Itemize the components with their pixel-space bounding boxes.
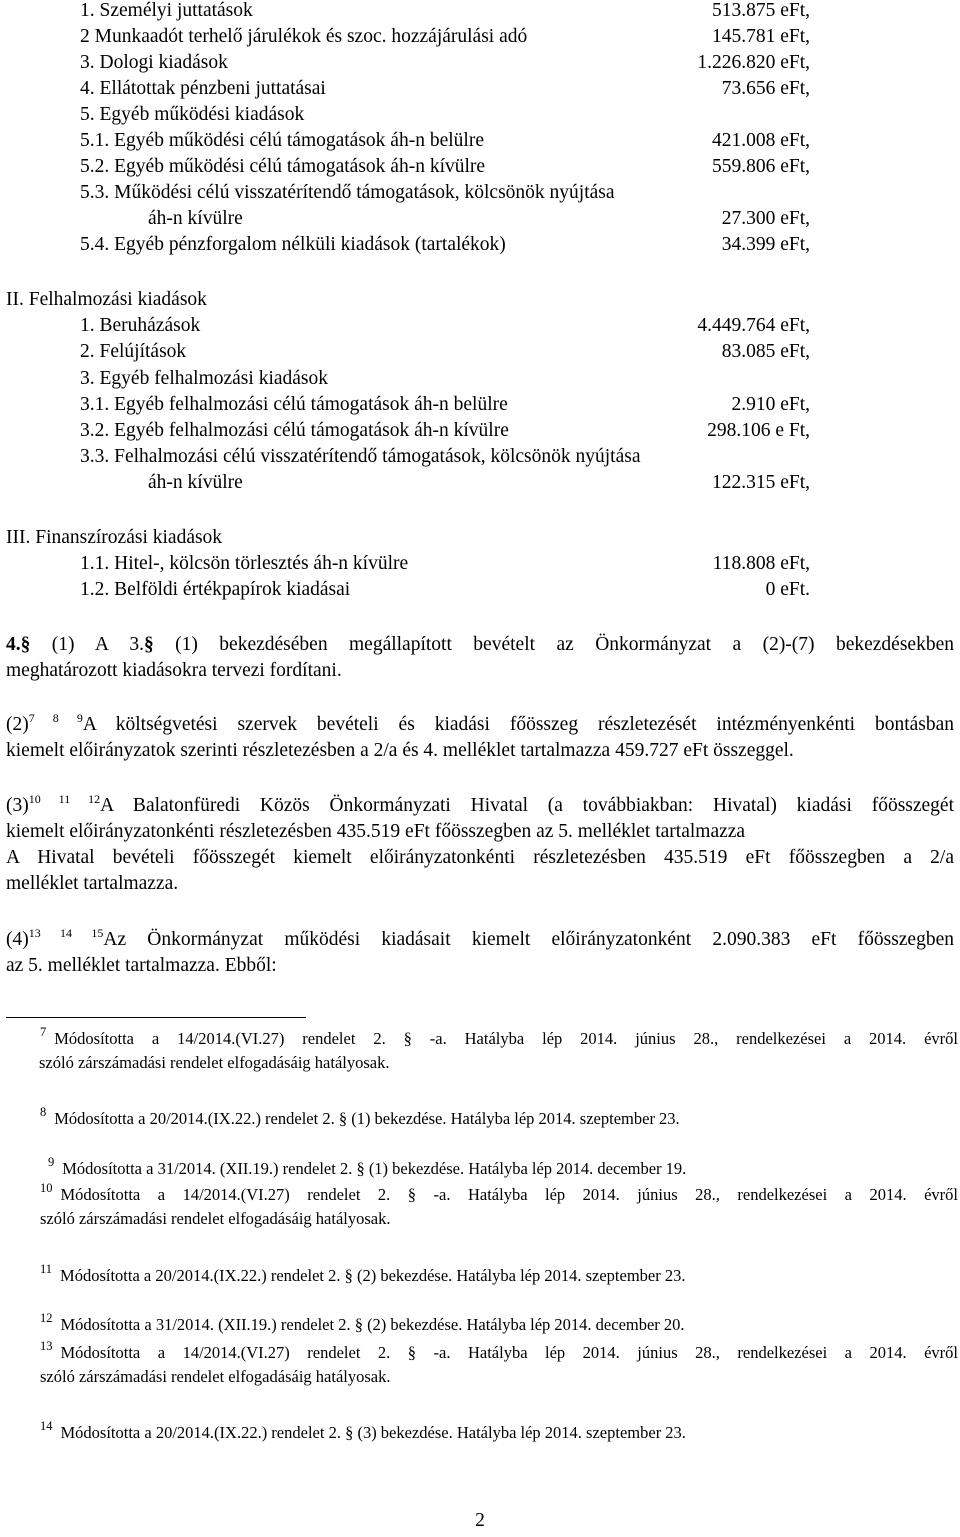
- paragraph-4-4: [6, 927, 954, 979]
- paragraph-4-3-line1: $(3)^{10 11 12}A$ Balatonfüredi Közös Önkormányzati Hivatal (a továbbiakban: Hivatal) kiadási főösszegét: [6, 792, 955, 816]
- expense-amount-5-3: 27.300 eFt,: [721, 208, 810, 229]
- footnote-13: $^{13}$ Módosította a 14/2014.(VI.27) rendelet 2. § -a. Hatályba lép 2014. június 28., rendelkezései a 2014. évről szóló zárszámadási rendelet elfogadásáig hatályosak.: [40, 1339, 958, 1386]
- paragraph-4-3-line3: A Hivatal bevételi főösszegét kiemelt előirányzatonkénti részletezésben 435.519 eFt főösszegben a 2/a: [6, 847, 954, 868]
- footnote-number: 11: [40, 1262, 53, 1276]
- cap-label-1: 1. Beruházások: [80, 315, 201, 336]
- expense-label-5: 5. Egyéb működési kiadások: [80, 104, 305, 125]
- cap-label-3-3: 3.3. Felhalmozási célú visszatérítendő támogatások, kölcsönök nyújtása: [80, 446, 641, 467]
- section-heading-3: III. Finanszírozási kiadások: [6, 527, 223, 548]
- cap-amount-3-1: 2.910 eFt,: [731, 394, 810, 415]
- expense-amount-2: 145.781 eFt,: [711, 26, 810, 47]
- footnote-number: 12: [40, 1311, 53, 1325]
- footnote-refs: 7 8 9: [28, 711, 83, 725]
- expense-amount-5-2: 559.806 eFt,: [711, 156, 810, 177]
- section-heading-2: II. Felhalmozási kiadások: [6, 289, 207, 310]
- section-sign: §: [20, 634, 31, 655]
- cap-amount-3-3: 122.315 eFt,: [711, 472, 810, 493]
- page-number: 2: [475, 1510, 485, 1531]
- paragraph-4-1: [6, 632, 954, 684]
- cap-label-3-1: 3.1. Egyéb felhalmozási célú támogatások áh-n belülre: [80, 394, 508, 415]
- paragraph-4-3: [6, 793, 954, 897]
- footnote-12: $^{12}$ Módosította a 31/2014. (XII.19.) rendelet 2. § (2) bekezdése. Hatályba lép 2014. december 20.: [40, 1311, 685, 1334]
- footnote-number: 10: [40, 1181, 53, 1195]
- expense-amount-5-1: 421.008 eFt,: [711, 130, 810, 151]
- fin-amount-1-1: 118.808 eFt,: [712, 553, 810, 574]
- paragraph-4-3-line4: melléklet tartalmazza.: [6, 873, 179, 894]
- footnote-10: $^{10}$ Módosította a 14/2014.(VI.27) rendelet 2. § -a. Hatályba lép 2014. június 28., rendelkezései a 2014. évről szóló zárszámadási rendelet elfogadásáig hatályosak.: [40, 1181, 958, 1228]
- cap-label-2: 2. Felújítások: [80, 341, 187, 362]
- expense-label-5-4: 5.4. Egyéb pénzforgalom nélküli kiadások (tartalékok): [80, 234, 506, 255]
- expense-label-2: 2 Munkaadót terhelő járulékok és szoc. hozzájárulási adó: [80, 26, 528, 47]
- paragraph-4-3-line2: kiemelt előirányzatonkénti részletezésben 435.519 eFt főösszegben az 5. melléklet tartalmazza: [6, 821, 746, 842]
- paragraph-4-1-line2: meghatározott kiadásokra tervezi fordítani.: [6, 660, 342, 681]
- expense-amount-1: 513.875 eFt,: [711, 0, 810, 21]
- expense-amount-4: 73.656 eFt,: [721, 78, 810, 99]
- paragraph-4-2: [6, 712, 954, 764]
- cap-amount-3-2: 298.106 e Ft,: [707, 420, 810, 441]
- footnote-divider: [6, 1017, 306, 1018]
- fin-amount-1-2: 0 eFt.: [765, 579, 810, 600]
- footnote-refs: 10 11 12: [28, 792, 101, 806]
- footnote-11: $^{11}$ Módosította a 20/2014.(IX.22.) rendelet 2. § (2) bekezdése. Hatályba lép 2014. szeptember 23.: [40, 1262, 686, 1285]
- paragraph-4-4-line2: az 5. melléklet tartalmazza. Ebből:: [6, 955, 277, 976]
- fin-label-1-1: 1.1. Hitel-, kölcsön törlesztés áh-n kívülre: [80, 553, 409, 574]
- cap-amount-1: 4.449.764 eFt,: [697, 315, 810, 336]
- footnote-7: $^7$ Módosította a 14/2014.(VI.27) rendelet 2. § -a. Hatályba lép 2014. június 28., rendelkezései a 2014. évről szóló zárszámadási rendelet elfogadásáig hatályosak.: [39, 1025, 958, 1072]
- paragraph-4-4-line1: $(4)^{13 14 15}Az$ Önkormányzat működési kiadásait kiemelt előirányzatonként 2.090.383 eFt főösszegben: [6, 926, 954, 950]
- expense-amount-5-4: 34.399 eFt,: [721, 234, 810, 255]
- paragraph-4-2-line1: $(2)^{7 8 9}A$ költségvetési szervek bevételi és kiadási főösszeg részletezését intézményenkénti bontásban: [6, 711, 955, 735]
- footnote-9: $^9$ Módosította a 31/2014. (XII.19.) rendelet 2. § (1) bekezdése. Hatályba lép 2014. december 19.: [48, 1155, 687, 1178]
- expense-label-5-3-cont: áh-n kívülre: [148, 208, 243, 229]
- cap-label-3-2: 3.2. Egyéb felhalmozási célú támogatások áh-n kívülre: [80, 420, 509, 441]
- section-number: 4.: [6, 634, 21, 655]
- expense-amount-3: 1.226.820 eFt,: [697, 52, 810, 73]
- footnote-8: $^8$ Módosította a 20/2014.(IX.22.) rendelet 2. § (1) bekezdése. Hatályba lép 2014. szeptember 23.: [40, 1105, 680, 1128]
- footnote-number: 13: [40, 1339, 53, 1353]
- paragraph-4-1-line1: 4.§ (1) A 3.§ (1) bekezdésében megállapított bevételt az Önkormányzat a (2)-(7) bekezdésekben: [6, 634, 954, 655]
- cap-label-3-3-cont: áh-n kívülre: [148, 472, 243, 493]
- footnote-number: 9: [48, 1155, 55, 1169]
- footnote-number: 8: [40, 1105, 47, 1119]
- paragraph-4-2-line2: kiemelt előirányzatok szerinti részletezésben a 2/a és 4. melléklet tartalmazza 459.727 eFt összeggel.: [6, 740, 794, 761]
- footnote-refs: 13 14 15: [28, 926, 104, 940]
- expense-label-5-2: 5.2. Egyéb működési célú támogatások áh-n kívülre: [80, 156, 486, 177]
- expense-label-1: 1. Személyi juttatások: [80, 0, 253, 21]
- fin-label-1-2: 1.2. Belföldi értékpapírok kiadásai: [80, 579, 351, 600]
- section-sign: §: [143, 634, 154, 655]
- footnote-number: 7: [40, 1025, 47, 1039]
- expense-label-5-1: 5.1. Egyéb működési célú támogatások áh-n belülre: [80, 130, 484, 151]
- expense-label-5-3: 5.3. Működési célú visszatérítendő támogatások, kölcsönök nyújtása: [80, 182, 615, 203]
- expense-label-4: 4. Ellátottak pénzbeni juttatásai: [80, 78, 326, 99]
- footnote-14: $^{14}$ Módosította a 20/2014.(IX.22.) rendelet 2. § (3) bekezdése. Hatályba lép 2014. szeptember 23.: [40, 1419, 686, 1442]
- expense-label-3: 3. Dologi kiadások: [80, 52, 228, 73]
- cap-amount-2: 83.085 eFt,: [721, 341, 810, 362]
- footnote-number: 14: [40, 1419, 53, 1433]
- cap-label-3: 3. Egyéb felhalmozási kiadások: [80, 368, 329, 389]
